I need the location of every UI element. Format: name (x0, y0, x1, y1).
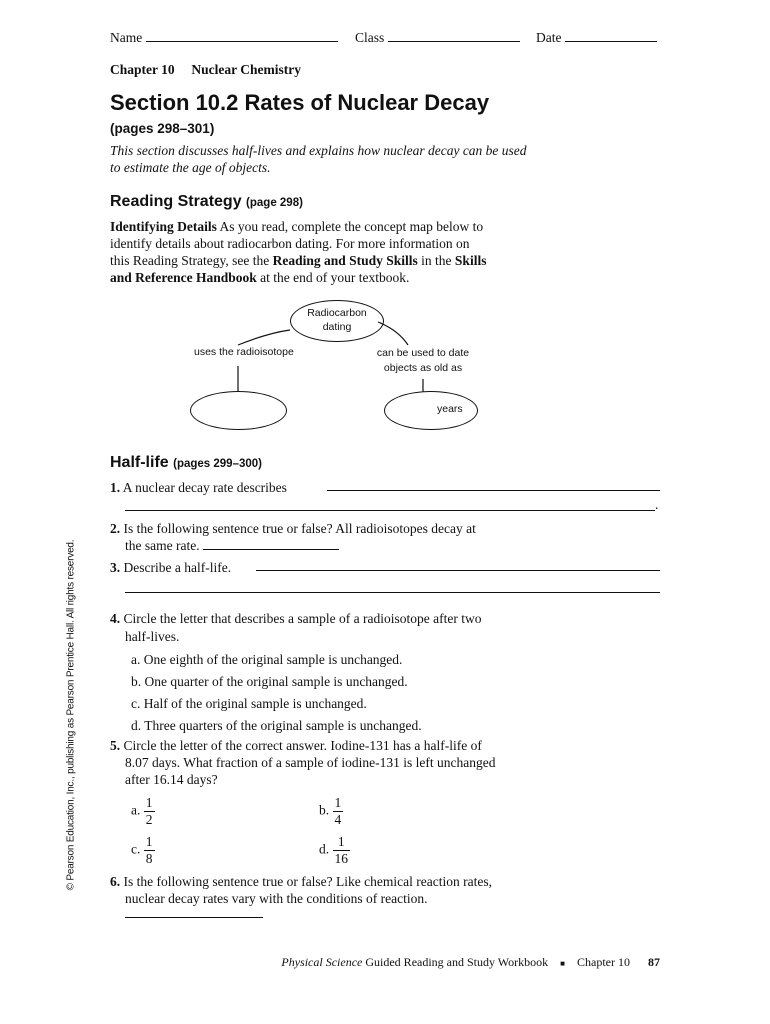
q3-answer-line-2[interactable] (125, 592, 660, 593)
right-branch-line: can be used to date (376, 347, 470, 359)
reading-strategy-line: in the (417, 253, 455, 268)
half-life-heading (110, 454, 262, 472)
question-1 (110, 479, 660, 496)
numerator: 1 (333, 834, 351, 851)
q1-answer-line-1[interactable] (327, 490, 660, 491)
question-text: Is the following sentence true or false? All radioisotopes decay at (123, 521, 476, 536)
copyright-notice: © Pearson Education, Inc., publishing as Pearson Prentice Hall. All rights reserved. (65, 539, 77, 891)
chapter-number: Chapter 10 (110, 62, 175, 77)
reading-strategy-line: identify details about radiocarbon dating. For more information on (110, 236, 470, 251)
denominator: 4 (334, 812, 342, 827)
numerator: 1 (334, 795, 342, 810)
right-branch-line: objects as old as (383, 362, 463, 374)
question-number: 5. (110, 738, 121, 753)
reference-handbook-ref: and Reference Handbook (110, 270, 257, 285)
reading-strategy-line: As you read, complete the concept map below to (219, 219, 484, 234)
left-answer-oval[interactable] (190, 391, 287, 430)
question-number: 6. (110, 874, 121, 889)
question-2 (110, 520, 660, 554)
years-label: years (437, 403, 463, 415)
reading-study-skills-ref: Reading and Study Skills (272, 253, 418, 268)
option-letter: c. (131, 841, 141, 857)
fraction-one-half (144, 795, 155, 828)
question-text: Describe a half-life. (123, 560, 232, 575)
q2-answer-line[interactable] (203, 549, 339, 550)
date-label: Date (536, 30, 562, 45)
question-text: after 16.14 days? (125, 772, 218, 787)
section-pages: (pages 298–301) (110, 121, 215, 136)
page-footer (281, 955, 660, 970)
identifying-details-lead: Identifying Details (110, 219, 217, 234)
option-letter: a. (131, 802, 141, 818)
q4-option-a[interactable]: a. One eighth of the original sample is unchanged. (131, 652, 403, 667)
numerator: 1 (145, 795, 153, 810)
reading-strategy-line: at the end of your textbook. (256, 270, 410, 285)
q5-option-b[interactable] (319, 795, 343, 828)
question-5 (110, 737, 670, 788)
footer-chapter: Chapter 10 (577, 955, 630, 969)
q4-option-d[interactable]: d. Three quarters of the original sample is unchanged. (131, 718, 422, 733)
question-number: 2. (110, 521, 121, 536)
question-text: Is the following sentence true or false? Like chemical reaction rates, (123, 874, 492, 889)
fraction-one-sixteenth (333, 834, 351, 867)
question-4 (110, 610, 670, 737)
concept-map-center-node (290, 300, 384, 342)
footer-book-title-italic: Physical Science (281, 955, 363, 969)
question-6 (110, 873, 670, 907)
footer-bullet-icon: ■ (560, 958, 565, 968)
question-number: 4. (110, 611, 121, 626)
question-text: nuclear decay rates vary with the conditions of reaction. (125, 891, 428, 906)
q5-option-c[interactable] (131, 834, 155, 867)
question-text: Circle the letter that describes a sample of a radioisotope after two (123, 611, 482, 626)
section-intro-line: This section discusses half-lives and explains how nuclear decay can be used (110, 143, 527, 158)
section-title: Section 10.2 Rates of Nuclear Decay (110, 90, 490, 115)
question-text: A nuclear decay rate describes (122, 480, 287, 495)
page-number: 87 (648, 955, 660, 969)
left-branch-label: uses the radioisotope (194, 346, 294, 358)
half-life-pages: (pages 299–300) (173, 458, 262, 470)
fraction-one-quarter (333, 795, 344, 828)
right-branch-label (364, 346, 482, 376)
option-letter: d. (319, 841, 330, 857)
q4-option-c[interactable]: c. Half of the original sample is unchanged. (131, 696, 367, 711)
q5-option-d[interactable] (319, 834, 350, 867)
center-node-line: Radiocarbon (307, 307, 367, 319)
q1-period: . (655, 497, 659, 512)
section-intro-line: to estimate the age of objects. (110, 160, 271, 175)
denominator: 8 (145, 851, 153, 866)
denominator: 2 (145, 812, 153, 827)
option-letter: b. (319, 802, 330, 818)
reading-strategy-page: (page 298) (246, 197, 303, 209)
half-life-title: Half-life (110, 454, 169, 471)
q1-answer-line-2[interactable] (125, 510, 655, 511)
question-text: the same rate. (125, 538, 200, 553)
chapter-title: Nuclear Chemistry (191, 62, 301, 77)
q4-option-b[interactable]: b. One quarter of the original sample is unchanged. (131, 674, 408, 689)
question-3 (110, 559, 231, 576)
question-text: 8.07 days. What fraction of a sample of iodine-131 is left unchanged (125, 755, 496, 770)
name-label: Name (110, 30, 143, 45)
question-text: Circle the letter of the correct answer. Iodine-131 has a half-life of (123, 738, 482, 753)
denominator: 16 (334, 851, 348, 866)
connector-left (238, 330, 290, 345)
question-number: 3. (110, 560, 121, 575)
reading-strategy-line: this Reading Strategy, see the (110, 253, 273, 268)
q5-option-a[interactable] (131, 795, 155, 828)
center-node-line: dating (322, 321, 352, 333)
numerator: 1 (145, 834, 153, 849)
skills-ref: Skills (454, 253, 487, 268)
class-label: Class (355, 30, 385, 45)
footer-book-title: Guided Reading and Study Workbook (362, 955, 549, 969)
question-text: half-lives. (125, 628, 180, 644)
q6-answer-line[interactable] (125, 917, 263, 918)
q3-answer-line-1[interactable] (256, 570, 660, 571)
reading-strategy-title: Reading Strategy (110, 193, 242, 210)
right-answer-oval[interactable] (384, 391, 478, 430)
fraction-one-eighth (144, 834, 155, 867)
question-number: 1. (110, 480, 121, 495)
